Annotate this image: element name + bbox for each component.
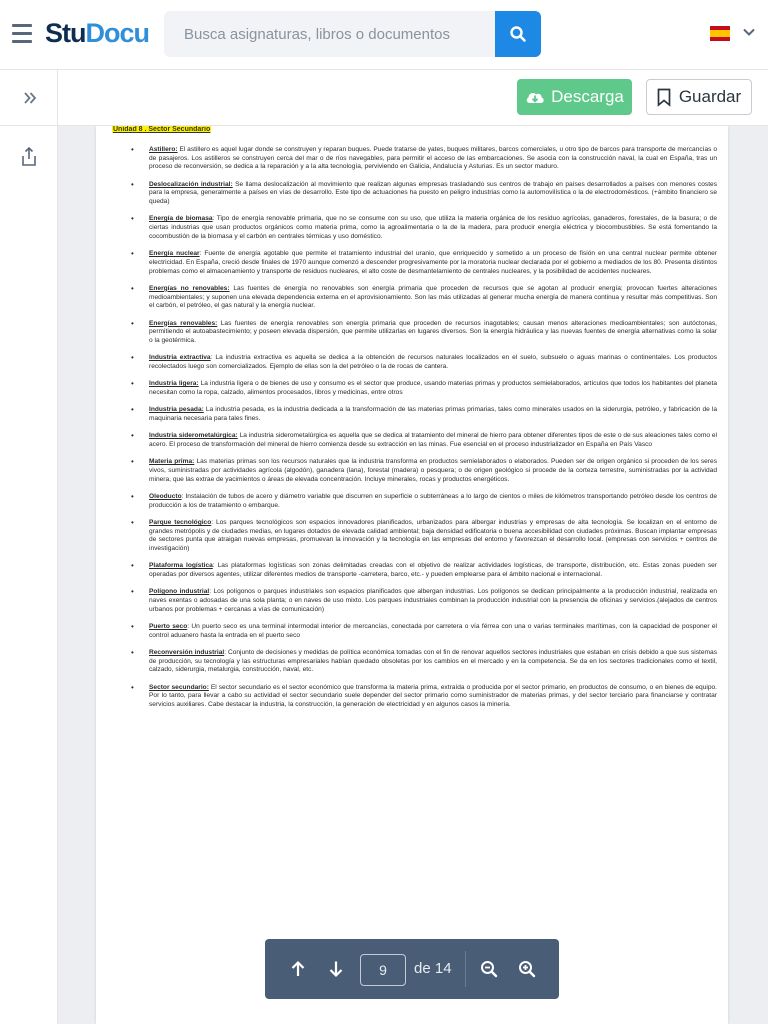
search-box bbox=[164, 11, 496, 57]
arrow-down-icon bbox=[328, 960, 344, 978]
zoom-in-button[interactable] bbox=[515, 957, 539, 981]
double-chevron-right-icon bbox=[23, 92, 37, 104]
glossary-definition: : Los parques tecnológicos son espacios innovadores planificados, urbanizados para albergar industrias y empresas de alta tecnología. Se localizan en el entorno de grandes metrópolis y de ciudades medias, en lugares dotados de elevada calidad ambiental; baja densidad edificatoria o buena accesibilidad con ciudades próximas. Buscan implantar empresas de sectores punta que atraigan nuevas empresas, promuevan la innovación y la tecnología en las empresas del entorno y favorezcan el desarrollo local. (empresas con servicios + centros de investigación) bbox=[149, 518, 717, 553]
download-label: Descarga bbox=[551, 87, 624, 106]
glossary-term: Puerto seco bbox=[149, 623, 188, 631]
bookmark-icon bbox=[657, 88, 671, 107]
glossary-definition: Las fuentes de energía no renovables son energía primaria que proceden de recursos que se agotan al producir energía; provocan fuertes alteraciones medioambientales; y suponen una elevada dependencia externa en el aprovisionamiento. Son las más utilizadas al generar mucha energía de manera continua y resultar más competitivas. Son el carbón, el petróleo, el gas natural y la energía nuclear. bbox=[149, 284, 717, 310]
next-page-button[interactable] bbox=[324, 957, 348, 981]
hamburger-menu-icon[interactable] bbox=[12, 24, 32, 44]
glossary-term: Energía nuclear bbox=[149, 250, 200, 258]
glossary-definition: Las fuentes de energía renovables son energía primaria que proceden de recursos inagotables; causan menos alteraciones medioambientales; son autóctonas, permitiendo el autoabastecimiento; y poseen elevada dispersión, que permite utilizarlas en lugares diversos. Son la energía hidráulica y las nuevas fuentes de energía alternativas como la solar o la geotérmica. bbox=[149, 319, 717, 344]
document-heading: Unidad 8 . Sector Secundario bbox=[113, 126, 211, 133]
glossary-term: Deslocalización industrial: bbox=[149, 180, 233, 188]
glossary-entry bbox=[131, 519, 717, 554]
glossary-term: Energías renovables: bbox=[149, 319, 218, 327]
glossary-entry bbox=[131, 320, 717, 346]
glossary-term: Oleoducto bbox=[149, 492, 182, 500]
arrow-up-icon bbox=[290, 960, 306, 978]
document-viewer[interactable] bbox=[58, 126, 768, 1024]
glossary-entry bbox=[131, 684, 717, 710]
glossary-entry bbox=[131, 181, 717, 207]
glossary-definition: Se llama deslocalización al movimiento que realizan algunas empresas trasladando sus centros de trabajo en países desarrollados a países con menores costes para la empresa, generalmente a países en vías de desarrollo. Este tipo de actuaciones ha puesto en peligro industrias como la automovilística o la de electrodomésticos. (+ámbito financiero se queda) bbox=[149, 180, 717, 206]
glossary-term: Industria extractiva bbox=[149, 354, 211, 362]
glossary-entry bbox=[131, 588, 717, 614]
glossary-entry bbox=[131, 354, 717, 371]
glossary-entry bbox=[131, 649, 717, 675]
glossary-definition: La industria siderometalúrgica es aquella que se dedica al tratamiento del mineral de hierro para obtener diferentes tipos de este o de sus aleaciones tales como el acero. El proceso de transformación del mineral de hierro comienza desde su extracción en las minas. Fue esencial en el proceso industrializador en España en País Vasco bbox=[149, 432, 717, 448]
glossary-definition: : Los polígonos o parques industriales son espacios planificados que albergan industrias. Los polígonos se dedican principalmente a la producción industrial, realizada en naves exentas o adosadas de una sola planta; o en naves de uso mixto. Los parques industriales combinan la producción industrial con la presencia de oficinas y servicios.(alejados de centros urbanos por problemas + cercanas a vías de comunicación) bbox=[149, 588, 717, 613]
glossary-entry bbox=[131, 215, 717, 241]
page-navigation-toolbar bbox=[265, 939, 559, 999]
share-button[interactable] bbox=[19, 146, 39, 168]
save-button[interactable] bbox=[646, 79, 752, 115]
search-icon bbox=[509, 25, 527, 43]
glossary-term: Industria siderometalúrgica: bbox=[149, 432, 238, 440]
glossary-definition: La industria pesada, es la industria dedicada a la transformación de las materias primas primarias, tales como minerales usados en la siderurgia, petróleo, y fabricación de la maquinaria necesaria para tales fines. bbox=[149, 406, 717, 422]
glossary-entry bbox=[131, 623, 717, 640]
glossary-term: Materia prima: bbox=[149, 458, 195, 466]
chevron-down-icon[interactable] bbox=[742, 25, 756, 39]
glossary-term: Energías no renovables: bbox=[149, 284, 230, 292]
glossary-definition: La industria ligera o de bienes de uso y consumo es el sector que produce, usando materias primas y productos semielaborados, artículos que todos los habitantes del planeta necesitan como la ropa, calzado, alimentos procesados, libros y medicinas, entre otros bbox=[149, 380, 717, 396]
document-page bbox=[96, 126, 728, 1024]
search-button[interactable] bbox=[495, 11, 541, 57]
glossary-term: Polígono industrial bbox=[149, 588, 210, 596]
glossary-definition: : Las plataformas logísticas son zonas delimitadas creadas con el objetivo de realizar actividades logísticas, de transporte, distribución, etc. Estas zonas pueden ser operadas por diversos agentes, utilizar diferentes medios de transporte -carretera, barco, etc.- y pueden emplearse para el ámbito nacional e internacional. bbox=[149, 562, 717, 579]
glossary-definition: : Tipo de energía renovable primaria, que no se consume con su uso, que utiliza la materia orgánica de los residuo agrícolas, ganaderos, forestales, de la basura; o de ciertas industrias que usan productos orgánicos como materia prima, como la agroalimentaria o la de la madera, para producir energía eléctrica y biocombustibles. Se está fomentando la cocombustión de la biomasa y el carbón en centrales térmicas y uso doméstico. bbox=[149, 215, 718, 240]
page-count-label: de 14 bbox=[414, 960, 452, 977]
glossary-term: Astillero: bbox=[149, 146, 178, 153]
glossary-entry bbox=[131, 146, 717, 172]
previous-page-button[interactable] bbox=[286, 957, 310, 981]
studocu-logo[interactable]: StuDocu bbox=[45, 18, 149, 48]
glossary-entry bbox=[131, 406, 717, 423]
glossary-term: Energía de biomasa bbox=[149, 215, 213, 223]
zoom-in-icon bbox=[518, 960, 536, 978]
glossary-entry bbox=[131, 250, 717, 276]
glossary-term: Industria ligera: bbox=[149, 380, 199, 388]
glossary-term: Reconversión industrial bbox=[149, 649, 225, 657]
toolbar-divider bbox=[465, 951, 466, 987]
glossary-definition: : Un puerto seco es una terminal intermodal interior de mercancías, conectada por carretera o vía férrea con una o varias terminales marítimas, con la capacidad de posponer el control aduanero hasta la entrada en el puerto seco bbox=[149, 623, 717, 639]
spain-flag-icon[interactable] bbox=[710, 26, 730, 41]
glossary-definition: El astillero es aquel lugar donde se construyen y reparan buques. Puede tratarse de yates, buques militares, barcos comerciales, u otro tipo de barcos para transporte de mercancías o de pasajeros. Los astilleros se construyen cerca del mar o de ríos navegables, para permitir el acceso de las embarcaciones. Se asocia con la construcción naval, la cual en España, tras un proceso de reconversión, se dedica a la reparación y a la alta tecnología, perviviendo en Galicia, Andalucía y Asturias. Es un sector maduro. bbox=[149, 146, 717, 171]
save-label: Guardar bbox=[678, 87, 742, 106]
glossary-definition: El sector secundario es el sector económico que transforma la materia prima, extraída o producida por el sector primario, en productos de consumo, o en bienes de equipo. Por lo tanto, para llevar a cabo su actividad el sector secundario suele depender del sector primario como suministrador de materias primas, y del sector terciario para financiarse y contratar servicios auxiliares. Cabe destacar la industria, la construcción, la generación de electricidad y en algunos casos la minería. bbox=[149, 683, 717, 709]
zoom-out-icon bbox=[480, 960, 498, 978]
glossary-entry bbox=[131, 458, 717, 484]
page-number-input[interactable] bbox=[360, 954, 406, 986]
glossary-list bbox=[131, 146, 717, 718]
glossary-entry bbox=[131, 562, 717, 579]
glossary-term: Plataforma logística bbox=[149, 562, 213, 570]
glossary-term: Sector secundario: bbox=[149, 683, 209, 691]
glossary-definition: : La industria extractiva es aquella se dedica a la obtención de recursos naturales localizados en el suelo, subsuelo o aguas marinas o continentales. Los productos recolectados luego son comercializados. Ejemplo de ellas son la del petróleo o la de rocas de cantera. bbox=[149, 354, 717, 370]
zoom-out-button[interactable] bbox=[477, 957, 501, 981]
glossary-definition: : Conjunto de decisiones y medidas de política económica tomadas con el fin de renovar aquellos sectores industriales que estaban en crisis debido a que sus sistemas de producción, su tecnología y las estructuras empresariales habían quedado obsoletas por los cambios en el mercado y en la competencia. Se da en los sectores tradicionales como el textil, calzado, siderurgia, metalurgia, construcción, naval, etc. bbox=[149, 649, 717, 674]
top-navbar bbox=[0, 0, 768, 70]
download-button[interactable] bbox=[517, 79, 632, 115]
glossary-entry bbox=[131, 285, 717, 311]
glossary-term: Parque tecnológico bbox=[149, 518, 212, 526]
share-icon bbox=[19, 146, 39, 168]
glossary-term: Industria pesada: bbox=[149, 406, 204, 414]
glossary-definition: : Fuente de energía agotable que permite el tratamiento industrial del uranio, que enriquecido y sometido a un proceso de fisión en una central nuclear permite obtener electricidad. En España, creció desde finales de 1970 aunque comenzó a descender progresivamente por la moratoria nuclear declarada por el gobierno a mediados de los 80. Presenta distintos problemas como el almacenamiento y transporte de residuos nucleares, el alto coste de desmantelamiento de centrales nucleares, y la posibilidad de accidentes nucleares. bbox=[149, 250, 717, 275]
glossary-definition: Las materias primas son los recursos naturales que la industria transforma en productos semielaborados o elaborados. Pueden ser de origen orgánico si proceden de los seres vivos, suministradas por actividades agrícola (algodón), ganadera (lana), forestal (madera) o pesquera; o de origen geológico si procede de la corteza terrestre, suministradas por la actividad minera, que las extrae de yacimientos o áreas de elevada concentración. Incluye minerales, rocas y productos energéticos. bbox=[149, 458, 717, 483]
search-input[interactable] bbox=[164, 11, 496, 57]
glossary-entry bbox=[131, 380, 717, 397]
glossary-definition: : Instalación de tubos de acero y diámetro variable que discurren en superficie o subterráneas a lo largo de cientos o miles de kilómetros transportando petróleo desde los centros de producción a los de tratamiento o embarque. bbox=[149, 492, 717, 509]
glossary-entry bbox=[131, 493, 717, 510]
glossary-entry bbox=[131, 432, 717, 449]
expand-sidebar-button[interactable] bbox=[18, 86, 42, 110]
cloud-download-icon bbox=[525, 89, 545, 105]
